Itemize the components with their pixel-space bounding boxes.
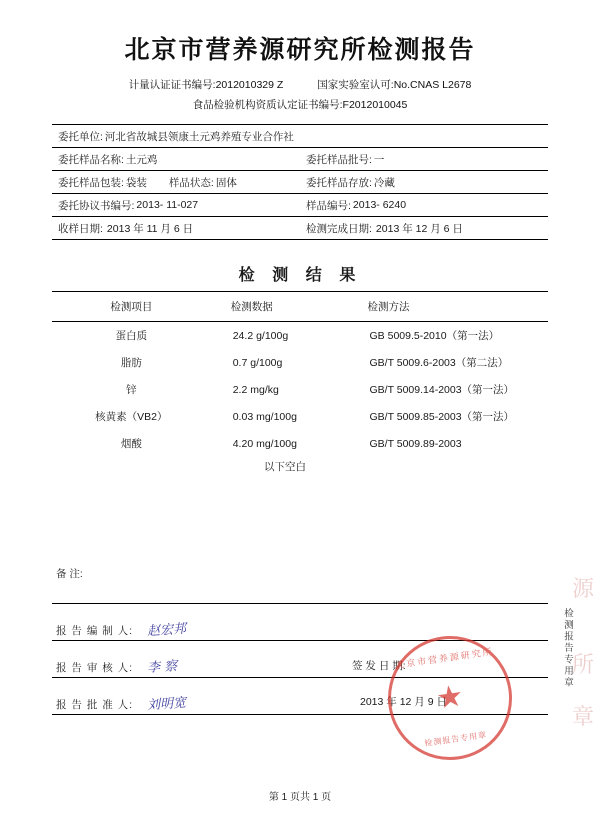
metrology-cert-label: 计量认证证书编号: xyxy=(128,79,216,91)
cell-item: 脂肪 xyxy=(120,357,142,369)
state-value: 固体 xyxy=(215,176,237,189)
prepared-by-label: 报 告 编 制 人: xyxy=(56,625,134,637)
issue-date-value: 2013 年 12 月 9 日 xyxy=(360,696,447,708)
agreement-value: 2013- 11-027 xyxy=(136,199,199,211)
col-header-item: 检测项目 xyxy=(52,292,211,322)
package-value: 袋装 xyxy=(125,176,147,189)
qualification-line xyxy=(52,97,548,112)
stamp-top-text: 北京市营养源研究所 xyxy=(394,646,495,671)
cell-method: GB/T 5009.89-2003 xyxy=(369,437,462,450)
complete-date-label: 检测完成日期: xyxy=(306,222,372,235)
cell-value: 2.2 mg/kg xyxy=(232,383,279,396)
issue-date-label: 签 发 日 期: xyxy=(352,660,406,672)
page-title: 北京市营养源研究所检测报告 xyxy=(124,35,476,64)
sample-name-value: 土元鸡 xyxy=(125,153,158,166)
approved-by-label: 报 告 批 准 人: xyxy=(56,699,134,711)
package-label: 委托样品包装: xyxy=(58,176,124,189)
storage-cell xyxy=(300,171,548,193)
client-cell xyxy=(52,125,548,147)
receive-date-value: 2013 年 11 月 6 日 xyxy=(106,222,194,235)
col-header-method: 检测方法 xyxy=(360,292,548,322)
cnas-value: No.CNAS L2678 xyxy=(393,79,472,91)
info-table xyxy=(52,124,548,240)
cell-value: 4.20 mg/100g xyxy=(232,437,297,450)
table-row xyxy=(52,322,548,350)
table-row xyxy=(52,376,548,403)
storage-label: 委托样品存放: xyxy=(306,176,372,189)
cell-value: 0.7 g/100g xyxy=(232,356,283,369)
sample-no-cell xyxy=(300,194,548,216)
remark-label: 备 注: xyxy=(56,568,83,580)
approved-by-row xyxy=(52,678,548,715)
prepared-by-signature: 赵宏邦 xyxy=(146,621,187,640)
metrology-cert-value: 2012010329 Z xyxy=(215,79,284,91)
client-value: 河北省故城县领康土元鸡养殖专业合作社 xyxy=(104,130,294,143)
info-row-package xyxy=(52,171,548,194)
results-heading: 检 测 结 果 xyxy=(238,265,362,284)
agreement-cell xyxy=(52,194,300,216)
cell-method: GB/T 5009.85-2003（第一法） xyxy=(369,411,515,423)
batch-label: 委托样品批号: xyxy=(306,153,372,166)
side-seal-text: 检测报告专用章 xyxy=(562,608,573,689)
batch-value: 一 xyxy=(373,153,385,166)
prepared-by-row xyxy=(52,604,548,641)
remark-row xyxy=(52,560,548,604)
info-row-agreement xyxy=(52,194,548,217)
certificate-line xyxy=(52,77,548,92)
client-label: 委托单位: xyxy=(58,130,103,143)
blank-note: 以下空白 xyxy=(264,461,306,473)
star-icon: ★ xyxy=(434,679,466,716)
storage-value: 冷藏 xyxy=(373,176,395,189)
reviewed-by-row xyxy=(52,641,548,678)
info-row-sample-name xyxy=(52,148,548,171)
cell-item: 蛋白质 xyxy=(115,330,148,342)
package-cell xyxy=(52,171,300,193)
edge-mark-icon: 源 xyxy=(571,577,594,602)
page-footer: 第 1 页共 1 页 xyxy=(268,792,332,803)
table-row xyxy=(52,430,548,457)
info-row-client xyxy=(52,125,548,148)
info-row-dates xyxy=(52,217,548,240)
agreement-label: 委托协议书编号: xyxy=(58,199,135,212)
reviewed-by-label: 报 告 审 核 人: xyxy=(56,662,134,674)
stamp-bottom-text: 检测报告专用章 xyxy=(423,730,488,748)
approved-by-signature: 刘明宽 xyxy=(146,695,187,714)
cell-method: GB/T 5009.6-2003（第二法） xyxy=(369,357,509,369)
sample-no-label: 样品编号: xyxy=(306,199,351,212)
signature-block xyxy=(52,560,548,715)
qualification-value: F2012010045 xyxy=(342,99,408,111)
complete-date-cell xyxy=(300,217,548,239)
cell-item: 烟酸 xyxy=(120,438,142,450)
sample-name-label: 委托样品名称: xyxy=(58,153,124,166)
cell-item: 锌 xyxy=(126,384,137,396)
reviewed-by-signature: 李 察 xyxy=(146,658,178,677)
state-label: 样品状态: xyxy=(168,176,214,189)
cnas-label: 国家实验室认可: xyxy=(317,79,394,91)
qualification-label: 食品检验机构资质认定证书编号: xyxy=(192,99,343,111)
edge-mark-icon: 章 xyxy=(571,705,594,730)
receive-date-label: 收样日期: xyxy=(58,222,103,235)
results-header-row xyxy=(52,292,548,322)
results-table xyxy=(52,291,548,457)
receive-date-cell xyxy=(52,217,300,239)
col-header-value: 检测数据 xyxy=(211,292,360,322)
batch-cell xyxy=(300,148,548,170)
cell-item: 核黄素（VB2） xyxy=(95,411,168,423)
cell-value: 24.2 g/100g xyxy=(232,329,289,342)
cell-method: GB/T 5009.14-2003（第一法） xyxy=(369,384,515,396)
sample-no-value: 2013- 6240 xyxy=(352,199,407,211)
table-row xyxy=(52,349,548,376)
cell-value: 0.03 mg/100g xyxy=(232,410,297,423)
sample-name-cell xyxy=(52,148,300,170)
edge-mark-icon: 所 xyxy=(571,653,594,678)
table-row xyxy=(52,403,548,430)
complete-date-value: 2013 年 12 月 6 日 xyxy=(375,222,463,235)
cell-method: GB 5009.5-2010（第一法） xyxy=(369,330,500,342)
